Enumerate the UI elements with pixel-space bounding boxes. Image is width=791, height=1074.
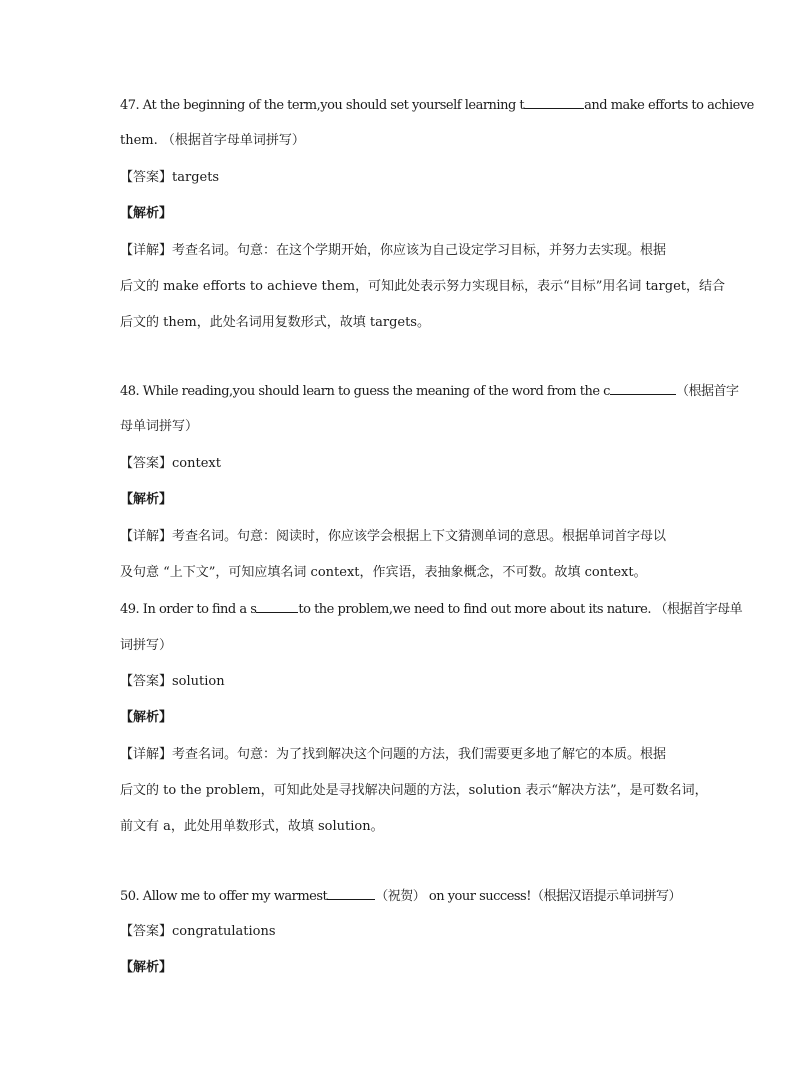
question-48-stem-before: 48. While reading,you should learn to guess the meaning of the word from the c: [120, 384, 610, 399]
question-47-analysis-label: 【解析】: [120, 206, 173, 221]
question-47-detail-line-2: 后文的 make efforts to achieve them，可知此处表示努力实现目标，表示“目标”用名词 target，结合: [120, 279, 725, 294]
question-50-stem: [120, 887, 681, 906]
question-47-blank: [524, 96, 584, 109]
question-48-detail-line-1: 【详解】考查名词。句意：阅读时，你应该学会根据上下文猜测单词的意思。根据单词首字母以: [120, 529, 667, 544]
question-48-stem: [120, 382, 738, 401]
question-49-answer: 【答案】solution: [120, 674, 225, 689]
question-47-detail-line-3: 后文的 them，此处名词用复数形式，故填 targets。: [120, 315, 430, 330]
question-47-detail-line-1: 【详解】考查名词。句意：在这个学期开始，你应该为自己设定学习目标，并努力去实现。根据: [120, 243, 667, 258]
question-48-detail-line-2: 及句意 “上下文”，可知应填名词 context，作宾语，表抽象概念，不可数。故填 context。: [120, 565, 647, 580]
question-50-stem-before: 50. Allow me to offer my warmest: [120, 889, 328, 904]
question-49-stem-after: to the problem,we need to find out more about its nature. （根据首字母单: [298, 602, 743, 617]
question-49-detail-line-3: 前文有 a，此处用单数形式，故填 solution。: [120, 819, 384, 834]
question-50-answer: 【答案】congratulations: [120, 924, 276, 939]
question-47-stem: [120, 96, 754, 115]
question-49-stem-line2: 词拼写）: [120, 638, 173, 653]
question-50-stem-after: （祝贺） on your success!（根据汉语提示单词拼写）: [375, 889, 681, 904]
question-48-blank: [610, 382, 676, 395]
question-49-stem: [120, 600, 742, 619]
question-47-stem-before: 47. At the beginning of the term,you should set yourself learning t: [120, 98, 525, 113]
question-48-stem-line2: 母单词拼写）: [120, 419, 199, 434]
question-49-detail-line-2: 后文的 to the problem，可知此处是寻找解决问题的方法，solution 表示“解决方法”，是可数名词，: [120, 783, 708, 798]
question-48-stem-after: （根据首字: [675, 384, 739, 399]
question-48-analysis-label: 【解析】: [120, 492, 173, 507]
question-49-detail-line-1: 【详解】考查名词。句意：为了找到解决这个问题的方法，我们需要更多地了解它的本质。根据: [120, 747, 667, 762]
question-49-stem-before: 49. In order to find a s: [120, 602, 257, 617]
question-49-blank: [256, 600, 298, 613]
question-48-answer: 【答案】context: [120, 456, 221, 471]
question-50-analysis-label: 【解析】: [120, 960, 173, 975]
question-49-analysis-label: 【解析】: [120, 710, 173, 725]
question-47-stem-after: and make efforts to achieve: [584, 98, 754, 113]
question-47-answer: 【答案】targets: [120, 170, 220, 185]
question-50-blank: [327, 887, 375, 900]
question-47-stem-line2: them. （根据首字母单词拼写）: [120, 133, 305, 148]
